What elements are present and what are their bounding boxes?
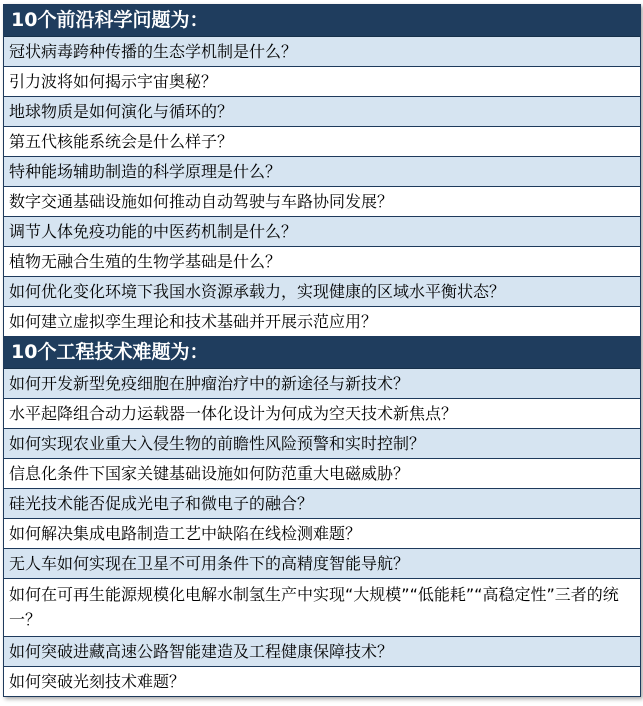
list-item: 特种能场辅助制造的科学原理是什么？ (4, 157, 640, 187)
list-item: 地球物质是如何演化与循环的？ (4, 97, 640, 127)
list-item: 数字交通基础设施如何推动自动驾驶与车路协同发展？ (4, 187, 640, 217)
list-item: 如何解决集成电路制造工艺中缺陷在线检测难题？ (4, 519, 640, 549)
list-item: 信息化条件下国家关键基础设施如何防范重大电磁威胁？ (4, 459, 640, 489)
list-item: 如何突破进藏高速公路智能建造及工程健康保障技术？ (4, 637, 640, 667)
list-item: 第五代核能系统会是什么样子？ (4, 127, 640, 157)
list-item: 引力波将如何揭示宇宙奥秘？ (4, 67, 640, 97)
list-item: 无人车如何实现在卫星不可用条件下的高精度智能导航？ (4, 549, 640, 579)
list-item: 如何突破光刻技术难题？ (4, 667, 640, 696)
list-item: 水平起降组合动力运载器一体化设计为何成为空天技术新焦点？ (4, 399, 640, 429)
list-item: 如何建立虚拟孪生理论和技术基础并开展示范应用？ (4, 307, 640, 337)
list-item: 硅光技术能否促成光电子和微电子的融合？ (4, 489, 640, 519)
section-header-engineering: 10个工程技术难题为： (4, 337, 640, 369)
list-item: 如何开发新型免疫细胞在肿瘤治疗中的新途径与新技术？ (4, 369, 640, 399)
list-item: 如何优化变化环境下我国水资源承载力，实现健康的区域水平衡状态？ (4, 277, 640, 307)
section-header-science: 10个前沿科学问题为： (4, 5, 640, 37)
problems-table (3, 4, 641, 697)
list-item: 冠状病毒跨种传播的生态学机制是什么？ (4, 37, 640, 67)
list-item: 植物无融合生殖的生物学基础是什么？ (4, 247, 640, 277)
list-item: 如何实现农业重大入侵生物的前瞻性风险预警和实时控制？ (4, 429, 640, 459)
list-item: 如何在可再生能源规模化电解水制氢生产中实现“大规模”“低能耗”“高稳定性”三者的统一？ (4, 579, 640, 637)
list-item: 调节人体免疫功能的中医药机制是什么？ (4, 217, 640, 247)
